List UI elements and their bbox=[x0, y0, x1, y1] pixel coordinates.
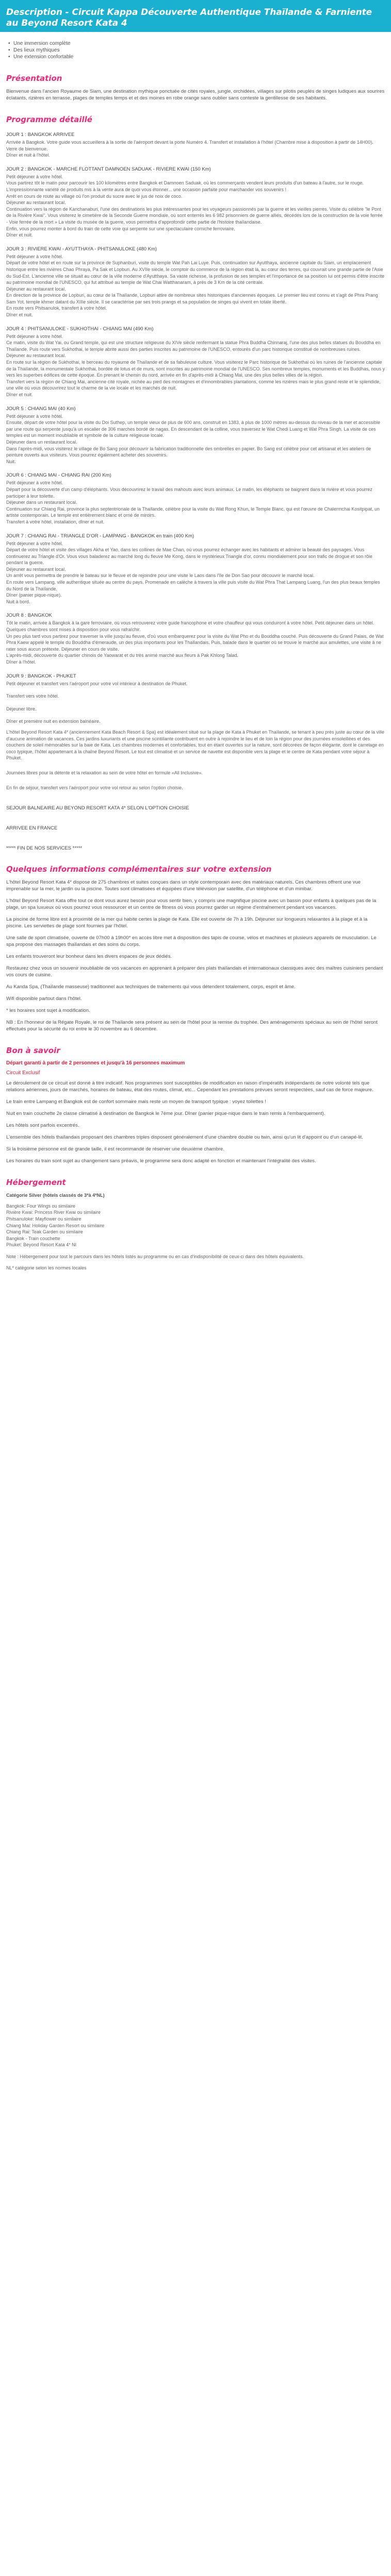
day-line: Déjeuner dans un restaurant local. bbox=[6, 500, 77, 505]
page-title: Description - Circuit Kappa Découverte Authentique Thaïlande & Farniente au Beyond Resort Kata 4 bbox=[6, 7, 372, 28]
day-line: L'après-midi, découverte du quartier chinois de Yaowarat et du très animé marché aux fleurs à Pak Khlong Talad. bbox=[6, 653, 238, 658]
day-line: Petit déjeuner à votre hôtel. bbox=[6, 174, 63, 179]
main-content bbox=[0, 32, 391, 1272]
day-line: Petit déjeuner à votre hôtel. bbox=[6, 540, 63, 546]
hotel-item: Chiang Mai: Holiday Garden Resort ou similaire bbox=[6, 1223, 105, 1228]
day-title: JOUR 2 : BANGKOK - MARCHE FLOTTANT DAMNOEN SADUAK - RIVIERE KWAI (150 Km) bbox=[6, 166, 211, 172]
bon-paragraph: Le train entre Lampang et Bangkok est de confort sommaire mais reste un moyen de transport typique : voyez toilettes ! bbox=[6, 1099, 266, 1105]
note-text: Note : Hébergement pour tout le parcours dans les hôtels listés au programme ou en cas d'indisponibilité de ceux-ci dans des hôtels équivalents. bbox=[6, 1253, 304, 1259]
info-paragraph: Les enfants trouveront leur bonheur dans les divers espaces de jeux dédiés. bbox=[6, 954, 172, 960]
exclusive-circuit: Circuit Exclusif bbox=[6, 1070, 40, 1076]
day-line: Ensuite, départ de votre hôtel pour la visite du Doi Suthep, un temple vieux de plus de 600 ans, construit en 1383, à plus de 1000 mètres au-dessus du niveau de la mer et accessible par une route qui serpente jusqu'à un escalier de 306 marches bordé de nagas. En descendant de la colline, vous traversez le Wat Chedi Luang et Wat Phra Singh. La visite de ces temples est un moment inoubliable et symbole de la culture religieuse locale. bbox=[6, 420, 380, 438]
day-line: Dîner et nuit. bbox=[6, 232, 33, 238]
day-spacer bbox=[6, 700, 385, 706]
day-line: Continuation vers la région de Kanchanaburi, l'une des destinations les plus intéressantes pour les voyageurs passionnés par la guerre et les vieilles pierres. Visite du célèbre "le Pont de la Rivière Kwai". Vous visiterez le cimetière de la Seconde Guerre mondiale, où sont enterrés les 6 982 prisonniers de guerre alliés, décédés lors de la construction de la voie ferrée - Voie ferrée de la mort » La visite du musée de la guerre, vous permettra d'approfondir cette partie de l'histoire thaïlandaise. bbox=[6, 206, 383, 225]
bon-paragraph: Si la troisième personne est de grande taille, il est recommandé de réserver une deuxième chambre. bbox=[6, 1146, 224, 1153]
guaranteed-departure: Départ garanti à partir de 2 personnes et jusqu'à 16 personnes maximum bbox=[6, 1060, 185, 1066]
info-paragraph: L'hôtel Beyond Resort Kata 4* dispose de 275 chambres et suites conçues dans un style contemporain avec des matériaux naturels. Ces chambres offrent une vue imprenable sur la mer, le jardin ou la piscine. Toutes sont climatisées et équipées d'une télévision par satellite, d'un téléphone et d'un minibar. bbox=[6, 879, 361, 892]
hotel-list bbox=[6, 1203, 385, 1248]
day-body bbox=[6, 253, 385, 318]
page-header bbox=[0, 0, 391, 32]
hotel-item: Phitsanuloke: Mayflower ou similaire bbox=[6, 1216, 82, 1222]
day-spacer bbox=[6, 687, 385, 693]
day-line: Déjeuner libre. bbox=[6, 706, 37, 711]
category-text: Catégorie Silver (hôtels classés de 3*à 4*NL) bbox=[6, 1193, 105, 1198]
highlight-item: • Des lieux mythiques bbox=[13, 47, 385, 54]
day-title: JOUR 1 : BANGKOK ARRIVEE bbox=[6, 132, 75, 138]
day-line: Petit déjeuner à votre hôtel. bbox=[6, 480, 63, 486]
day-line: Petit déjeuner à votre hôtel. bbox=[6, 413, 63, 419]
resort-text: L'hôtel Beyond Resort Kata 4* (anciennement Kata Beach Resort & Spa) est idéalement situé sur la plage de Kata à Phuket en Thaïlande, se tenant à peu près juste au cœur de la ville d'aucune animation de vacances. Ces jardins luxuriants et une piscine scintillante contribuent en outre à rejoindre le lieu et de loin la région pour des journées ensoleillées et des couchers de soleil mémorables sur la baie de Kata. Les chambres modernes et confortables, tout en étant ouvertes sur la nature, sont décorées de façon élégante, dont le carrelage en coco typique, l'hôtel appartenant à la chaîne Beyond Resort. Le tout est climatisé et un service de navette est disponible vers la plage et le centre de Kata pendant votre séjour à Phuket. bbox=[6, 729, 384, 761]
day-line: Un peu plus tard vous partirez pour traverser la ville jusqu'au fleuve, d'où vous embarquerez pour la visite du Wat Pho et du Bouddha couché. Puis découverte du Grand Palais, de Wat Phra Kaew appelé le temple du Bouddha d'émeraude, un des plus importants pour les Thaïlandais. Puis, balade dans le quartier où se trouve le marché aux amulettes, une visite à ne rater sous aucun prétexte. Déjeuner en cours de visite. bbox=[6, 633, 384, 652]
day-title: JOUR 8 : BANGKOK bbox=[6, 613, 52, 619]
free-days-text: Journées libres pour la détente et la relaxation au sein de votre hôtel en formule «All Inclusive». bbox=[6, 770, 203, 775]
bon-paragraph: Le déroulement de ce circuit est donné à titre indicatif. Nos programmes sont susceptibles de modification en raison d'impératifs indépendants de notre volonté tels que relations aériennes, jours de marchés, horaires de bateau, état des routes, climat, etc... Cependant les prestations prévues seront respectées, sauf cas de force majeure. bbox=[6, 1080, 373, 1093]
day-body bbox=[6, 174, 385, 239]
day-line: Transfert à votre hôtel, installation, dîner et nuit. bbox=[6, 519, 105, 524]
hebergement-heading: Hébergement bbox=[6, 1178, 66, 1188]
day-line: Nuit à bord. bbox=[6, 599, 30, 604]
info-paragraph: * les horaires sont sujet à modification. bbox=[6, 1008, 90, 1014]
bon-paragraph: Nuit en train couchette 2e classe climatisé à destination de Bangkok le 7ème jour. Dîner (panier pique-nique dans le train remis à l'embarquement). bbox=[6, 1111, 325, 1117]
day-line: Arrivée à Bangkok. Votre guide vous accueillera à la sortie de l'aéroport devant la porte Numéro 4. Transfert et installation à l'hôtel (Chambre mise à disposition à partir de 14H00). Verre de bienvenue. bbox=[6, 140, 373, 151]
sejour-line: SEJOUR BALNEAIRE AU BEYOND RESORT KATA 4* SELON L'OPTION CHOISIE bbox=[6, 805, 189, 811]
day-title: JOUR 3 : RIVIERE KWAI - AYUTTHAYA - PHITSANULOKE (480 Km) bbox=[6, 246, 157, 252]
info-paragraph: NB : En l'honneur de la Régate Royale, le roi de Thaïlande sera présent au sein de l'hôtel pour la remise du trophée. Des aménagements spéciaux au sein de l'hôtel seront effectués pour la sécurité du roi entre le 30 novembre au 6 décembre. bbox=[6, 1020, 378, 1032]
bon-paragraph: L'ensemble des hôtels thaïlandais proposant des chambres triples disposent généralement d'une chambre double ou twin, ainsi qu'un lit d'appoint ou d'un canapé-lit. bbox=[6, 1134, 363, 1141]
day-body bbox=[6, 620, 385, 665]
day-line: Ce matin, visite du Wat Yai, ou Grand temple, qui est une structure religieuse du XIVe siècle renfermant la statue Phra Buddha Chinnaraj, l'une des plus belles statues du Bouddha en Thaïlande. Puis route vers Sukhothai, le temple abrite aussi des parties inscrites au patrimoine de l'UNESCO, entourés d'un parc historique constitué de nombreuses ruines. bbox=[6, 340, 381, 352]
day-title: JOUR 7 : CHIANG RAI - TRIANGLE D'OR - LAMPANG - BANGKOK en train (400 Km) bbox=[6, 533, 194, 539]
day-title: JOUR 9 : BANGKOK - PHUKET bbox=[6, 673, 76, 679]
day-line: Dîner et nuit. bbox=[6, 312, 33, 318]
hotel-item: Bangkok: Four Wings ou similaire bbox=[6, 1203, 76, 1209]
hebergement-category bbox=[6, 1192, 385, 1199]
day-line: Déjeuner au restaurant local. bbox=[6, 286, 66, 292]
info-paragraph: La piscine de forme libre est à proximité de la mer qui habite certes la plage de Kata. Elle est ouverte de 7h à 19h. Déjeuner sur longueurs relaxantes à la plage et à la piscine. Les serviettes de plage sont fournies par l'hôtel. bbox=[6, 917, 368, 929]
free-days bbox=[6, 770, 385, 776]
day-line: Nuit. bbox=[6, 459, 16, 464]
infos-heading: Quelques informations complémentaires sur votre extension bbox=[6, 865, 272, 874]
day-line: Tôt le matin, arrivée à Bangkok à la gare ferroviaire, où vous retrouverez votre guide francophone et votre chauffeur qui vous conduiront à votre hôtel. Petit déjeuner dans un hôtel. Quelques chambres sont mises à disposition pour vous rafraîchir. bbox=[6, 620, 374, 633]
day-line: Un arrêt vous permettra de prendre le bateau sur le fleuve et de rejoindre pour une visite le Laos dans l'île de Don Sao pour découvrir le marché local. bbox=[6, 573, 315, 579]
day-line: En route vers Lampang, ville authentique située au centre du pays. Promenade en calèche à travers la ville puis visite du Wat Phra That Lampang Luang, l'un des plus beaux temples du Nord de la Thaïlande. bbox=[6, 580, 380, 591]
day-body bbox=[6, 413, 385, 465]
day-line: Départ pour la découverte d'un camp d'éléphants. Vous découvrirez le travail des mahouts avec leurs animaux. Le matin, les éléphants se baignent dans la rivière et vous pourrez participer à leur toilette. bbox=[6, 486, 372, 499]
day-line: Dîner et première nuit en extension balnéaire. bbox=[6, 719, 101, 724]
day-line: Déjeuner au restaurant local. bbox=[6, 353, 66, 359]
day-line: Dans l'après-midi, vous visiterez le village de Bo Sang pour découvrir la fabrication traditionnelle des ombrelles en papier. Bo Sang est célèbre pour cet artisanat et les ateliers de peinture ouverts aux visiteurs. Vous pourrez également acheter des souvenirs. bbox=[6, 446, 371, 458]
bon-a-savoir-heading: Bon à savoir bbox=[6, 1046, 60, 1056]
day-line: Continuation sur Chiang Rai, province la plus septentrionale de la Thaïlande, célèbre pour la visite du Wat Rong Khun, le Temple Blanc, qui est l'œuvre de Chalermchai Kositpipat, un artiste contemporain. Le temple est entièrement blanc et orné de miroirs. bbox=[6, 506, 380, 518]
day-title: JOUR 6 : CHIANG MAI - CHIANG RAI (200 Km) bbox=[6, 472, 111, 479]
fin-services-line: ***** FIN DE NOS SERVICES ***** bbox=[6, 845, 83, 852]
day-line: Vous partirez tôt le matin pour parcourir les 100 kilomètres entre Bangkok et Damnoen Saduak, où les commerçants vendent leurs produits d'un bateau à l'autre, sur le rouge. L'impressionnante variété de produits mis à la vente aura de quoi vous étonner... une occasion parfaite pour marchander vos souvenirs ! bbox=[6, 180, 364, 192]
resort-description bbox=[6, 729, 385, 761]
day-body bbox=[6, 681, 385, 725]
bon-paragraph: Les hôtels sont parfois excentrés. bbox=[6, 1123, 79, 1129]
day-line: Dîner à l'hôtel. bbox=[6, 659, 36, 665]
highlight-item: • Une extension confortable bbox=[13, 54, 385, 60]
day-line: Dîner (panier pique-nique). bbox=[6, 592, 62, 598]
presentation-heading: Présentation bbox=[6, 74, 62, 83]
day-title: JOUR 5 : CHIANG MAI (40 Km) bbox=[6, 405, 76, 412]
info-paragraph: Au Kanda Spa, (Thaïlande masseuse) traditionnel aux techniques de traitements qui vous détendent totalement, corps, esprit et âme. bbox=[6, 984, 296, 990]
day-line: En direction de la province de Lopburi, au cœur de la Thaïlande, Lopburi attire de nombreux sites historiques d'anciennes époques. Le premier lieu est connu et s'agit de Phra Prang Sam Yot, temple khmer datant du XIIIe siècle. Il se caractérise par ses trois prangs et sa population de singes qui vivent en totale liberté. bbox=[6, 293, 378, 304]
info-paragraph: Restaurez chez vous un souvenir inoubliable de vos vacances en apprenant à préparer des plats thaïlandais et internationaux classiques avec des maîtres cuisiniers pendant vos cours de cuisine. bbox=[6, 965, 383, 978]
day-line: Petit déjeuner et transfert vers l'aéroport pour votre vol intérieur à destination de Phuket. bbox=[6, 681, 188, 686]
day-line: Départ de votre hôtel et en route sur la province de Suphanburi, visite du temple Wat Pah Lai Luye. Puis, continuation sur Ayutthaya, ancienne capitale du Siam, un emplacement historique entre les rivières Chao Phraya, Pa Sak et Lopburi. Au XVIIe siècle, le comptoir du commerce de la région était là, au cœur des terres, qui couvrait une grande partie de l'Asie du Sud-Est. L'ancienne ville se situait au cœur de la ville moderne d'Ayutthaya. Sa vaste richesse, la profusion de ses temples et l'importance de sa position lui ont permis d'être inscrite au patrimoine mondial de l'UNESCO, qui fut attribué au temple de Wat Chai Watthanaram, à près de 3 Km de la cité centrale. bbox=[6, 260, 385, 285]
note-nl-text: NL* catégorie selon les normes locales bbox=[6, 1265, 87, 1271]
hotel-item: Bangkok - Train couchette bbox=[6, 1235, 60, 1241]
return-flight bbox=[6, 785, 385, 791]
day-line: Transfert vers la région de Chiang Mai, ancienne cité royale, nichée au pied des montagnes et d'innombrables plantations, comme les rizières mais le plus grand reste et le splendide, une ville où vous découvrirez tout le charme de la vie locale et les marchés de nuit. bbox=[6, 379, 381, 391]
day-line: En route vers Phitsanulok, transfert à votre hôtel. bbox=[6, 306, 107, 311]
info-paragraph: Wifi disponible partout dans l'hôtel. bbox=[6, 996, 82, 1002]
day-line: Petit déjeuner à votre hôtel. bbox=[6, 333, 63, 339]
day-body bbox=[6, 333, 385, 398]
hotel-item: Chiang Rai: Teak Garden ou similaire bbox=[6, 1229, 83, 1235]
day-spacer bbox=[6, 712, 385, 718]
day-line: Déjeuner au restaurant local. bbox=[6, 566, 66, 572]
hotel-item: Phuket: Beyond Resort Kata 4* NI bbox=[6, 1242, 77, 1248]
highlight-item: • Une immersion complète bbox=[13, 40, 385, 47]
day-line: Déjeuner au restaurant local. bbox=[6, 200, 66, 206]
presentation-text: Bienvenue dans l'ancien Royaume de Siam, une destination mythique ponctuée de cités royales, jungle, orchidées, villages sur pilotis peuplés de singes ludiques aux sourires éclatants, rizières en terrasse, plages de temples temps et et des moines en robe orange sans oublier sans conteste la gentillesse de ses habitants. bbox=[6, 89, 385, 101]
day-body bbox=[6, 139, 385, 159]
arrivee-line: ARRIVEE EN FRANCE bbox=[6, 825, 58, 832]
day-body bbox=[6, 480, 385, 525]
day-line: Arrêt en cours de route au village où l'on produit du sucre avec le jus de noix de coco. bbox=[6, 193, 183, 199]
day-line: Déjeuner dans un restaurant local. bbox=[6, 439, 77, 445]
day-line: Enfin, vous pourrez monter à bord du train de cette voie qui serpente sur une spectaculaire corniche ferroviaire. bbox=[6, 226, 235, 231]
day-line: Dîner et nuit à l'hôtel. bbox=[6, 152, 50, 158]
hotel-item: Rivière Kwai: Princess River Kwai ou similaire bbox=[6, 1210, 101, 1215]
info-paragraph: L'hôtel Beyond Resort Kata offre tout ce dont vous aurez besoin pour vous sentir bien, y compris une magnifique piscine avec un bassin pour enfants à quelques pas de la plage, un spa luxueux où vous pourrez vous ressourcer et un centre de fitness où vous pourrez garder un régime d'entraînement pendant vos vacances. bbox=[6, 898, 377, 911]
day-body bbox=[6, 540, 385, 605]
return-flight-text: En fin de séjour, transfert vers l'aéroport pour votre vol retour au selon l'option choisie. bbox=[6, 785, 183, 790]
day-line: Petit déjeuner à votre hôtel. bbox=[6, 253, 63, 259]
day-title: JOUR 4 : PHITSANULOKE - SUKHOTHAI - CHIANG MAI (490 Km) bbox=[6, 326, 154, 332]
day-line: En route sur la région de Sukhothai, le berceau du royaume de Thaïlande et de sa fabuleuse culture. Vous visiterez le Parc historique de Sukhothai où les ruines de l'ancienne capitale de la Thaïlande, la monumentale Sukhothai, bordée de lotus et de murs, sont inscrites au patrimoine mondial de l'UNESCO. Ses nombreux temples, monuments et les Buddhas, nous y vers les superbes édifices de cette époque. En prenant le chemin du nord, arrivée en fin d'après-midi à Chiang Mai, une des plus belles villes de la région. bbox=[6, 360, 385, 378]
bon-paragraphs bbox=[6, 1080, 385, 1164]
bon-paragraph: Les horaires du train sont sujet au changement sans préavis, le programme sera donc adapté en fonction et maintenant l'intégralité des visites. bbox=[6, 1158, 316, 1164]
day-line: Transfert vers votre hôtel. bbox=[6, 693, 59, 699]
programme-heading: Programme détaillé bbox=[6, 115, 92, 124]
hebergement-note-nl bbox=[6, 1265, 385, 1272]
day-line: Dîner et nuit. bbox=[6, 392, 33, 397]
programme-days bbox=[6, 131, 385, 725]
highlights-list bbox=[6, 40, 385, 60]
day-line: Départ de votre hôtel et visite des villages Akha et Yao, dans les collines de Mae Chan, où vous pourrez échanger avec les habitants et admirer la beauté des paysages. Vous continuerez au Triangle d'Or. Vous vous baladerez au marché long du fleuve Me Kong, dans le mystérieux Triangle d'or, connu mondialement pour son trafic de drogue et son rôle pendant la guerre. bbox=[6, 547, 372, 566]
infos-paragraphs bbox=[6, 879, 385, 1032]
info-paragraph: Une salle de sport climatisée, ouverte de 07h00 à 19h00* en accès libre met à disposition des tapis de course, vélos et machines et plusieurs appareils de musculation. Le spa propose des massages thaïlandais et des soins du corps. bbox=[6, 935, 377, 948]
hebergement-note bbox=[6, 1253, 385, 1260]
